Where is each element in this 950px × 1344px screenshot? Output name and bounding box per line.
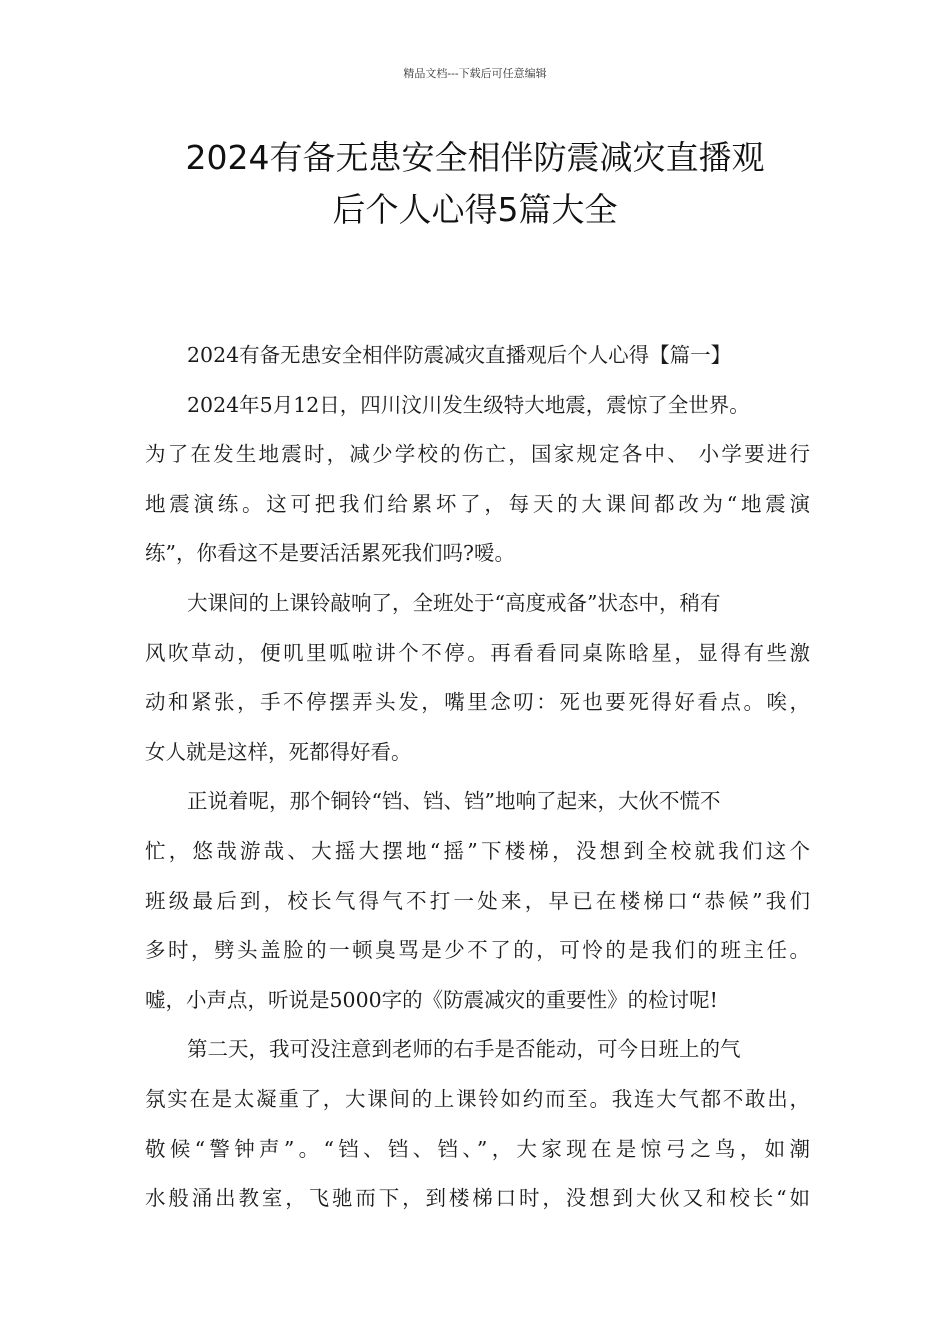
document-title [100, 132, 850, 236]
paragraph-3-line-3: 班级最后到，校长气得气不打一处来，早已在楼梯口“恭候”我们 [145, 888, 810, 913]
paragraph-2-line-2: 风吹草动，便叽里呱啦讲个不停。再看看同桌陈晗星，显得有些激 [145, 640, 810, 665]
paragraph-2-line-3: 动和紧张，手不停摆弄头发，嘴里念叨：死也要死得好看点。唉， [145, 690, 810, 715]
page-header-note: 精品文档---下载后可任意编辑 [403, 67, 547, 80]
paragraph-1-line-3: 地震演练。这可把我们给累坏了，每天的大课间都改为“地震演 [145, 491, 810, 516]
paragraph-4-line-1: 第二天，我可没注意到老师的右手是否能动，可今日班上的气 [187, 1037, 741, 1062]
paragraph-1-line-1: 2024年5月12日，四川汶川发生级特大地震，震惊了全世界。 [187, 392, 750, 417]
paragraph-3-line-4: 多时，劈头盖脸的一顿臭骂是少不了的，可怜的是我们的班主任。 [145, 938, 810, 963]
paragraph-1-line-4: 练”，你看这不是要活活累死我们吗?嗳。 [145, 541, 515, 566]
paragraph-4-line-4: 水般涌出教室，飞驰而下，到楼梯口时，没想到大伙又和校长“如 [145, 1186, 810, 1211]
paragraph-3-line-1: 正说着呢，那个铜铃“铛、铛、铛”地响了起来，大伙不慌不 [187, 789, 721, 814]
title-line-2: 后个人心得5篇大全 [332, 190, 618, 229]
paragraph-2-line-4: 女人就是这样，死都得好看。 [145, 739, 412, 764]
paragraph-1-line-2: 为了在发生地震时，减少学校的伤亡，国家规定各中、 小学要进行 [145, 442, 810, 467]
paragraph-4-line-2: 氛实在是太凝重了，大课间的上课铃如约而至。我连大气都不敢出， [145, 1086, 810, 1111]
paragraph-2-line-1: 大课间的上课铃敲响了，全班处于“高度戒备”状态中，稍有 [187, 590, 721, 615]
section-heading: 2024有备无患安全相伴防震减灾直播观后个人心得【篇一】 [187, 343, 732, 367]
paragraph-3-line-5: 嘘，小声点，听说是5000字的《防震减灾的重要性》的检讨呢! [145, 987, 718, 1012]
title-line-1: 2024有备无患安全相伴防震减灾直播观 [185, 138, 765, 177]
document-body [145, 331, 810, 1224]
paragraph-3-line-2: 忙，悠哉游哉、大摇大摆地“摇”下楼梯，没想到全校就我们这个 [145, 838, 810, 863]
paragraph-4-line-3: 敬候“警钟声”。“铛、铛、铛、”，大家现在是惊弓之鸟，如潮 [145, 1136, 810, 1161]
